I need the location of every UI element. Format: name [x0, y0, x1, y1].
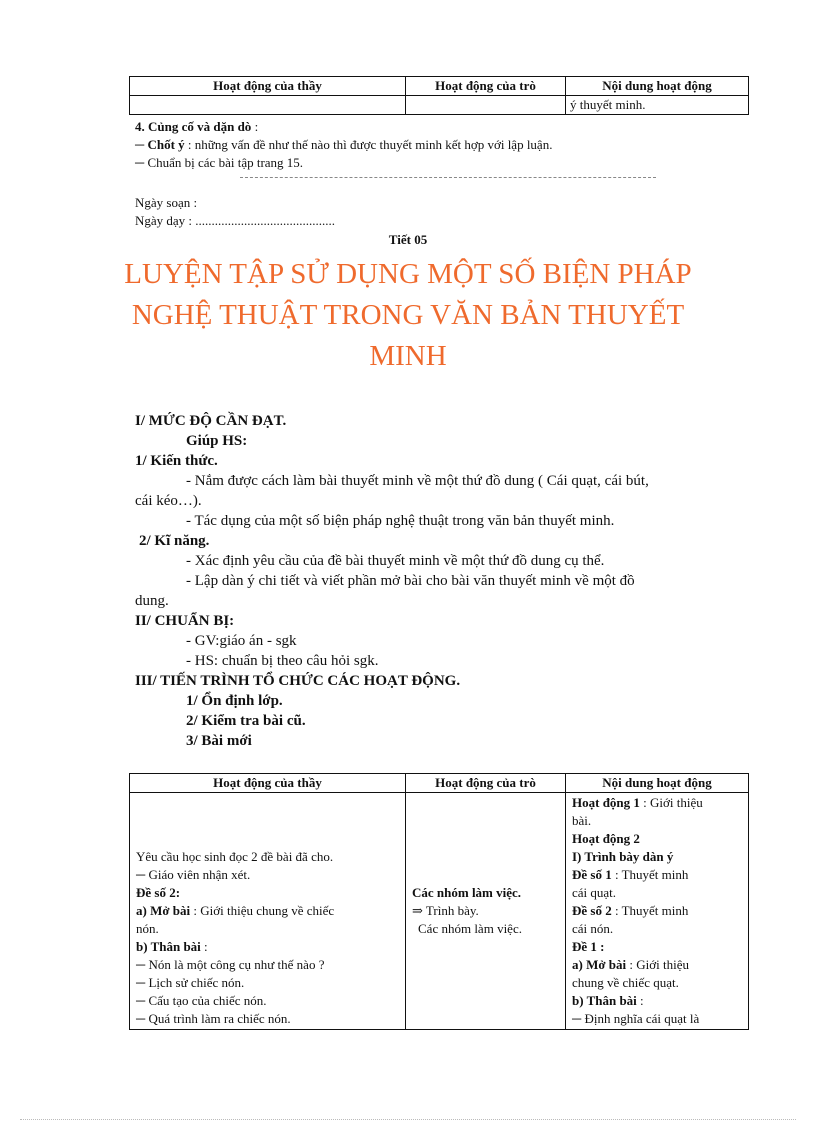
help-students: Giúp HS: — [186, 433, 248, 449]
content-cell — [566, 793, 749, 1030]
consolidation-heading: 4. Củng cố và dặn dò — [135, 119, 252, 134]
title-line-1: LUYỆN TẬP SỬ DỤNG MỘT SỐ BIỆN PHÁP — [124, 258, 692, 290]
student-activity-cell — [406, 793, 566, 1030]
lesson-body — [135, 411, 765, 751]
knowledge-item-1: - Nắm được cách làm bài thuyết minh về một thứ đồ dung ( Cái quạt, cái bút, — [186, 473, 649, 489]
date-taught: Ngày dạy : ........................................... — [135, 213, 336, 228]
content-line: Đề 1 : — [572, 939, 605, 954]
header-student-activity: Hoạt động của trò — [406, 774, 566, 793]
content-line: Hoạt động 2 — [572, 831, 640, 846]
prep-teacher: - GV:giáo án - sgk — [186, 633, 297, 649]
student-line: Các nhóm làm việc. — [418, 921, 522, 936]
teacher-line-bold: a) Mở bài — [136, 903, 191, 918]
conclusion-label: ─ Chốt ý — [135, 137, 185, 152]
header-teacher-activity: Hoạt động của thầy — [130, 77, 406, 96]
teacher-line: Đề số 2: — [136, 885, 181, 900]
teacher-line: : Giới thiệu chung về chiếc — [190, 903, 335, 918]
content-line-bold: Đề số 2 — [572, 903, 612, 918]
header-student-activity: Hoạt động của trò — [406, 77, 566, 96]
content-line: : Giới thiệu — [639, 795, 703, 810]
content-line: cái nón. — [572, 921, 614, 936]
activity-table-continued — [129, 76, 749, 115]
header-content: Nội dung hoạt động — [566, 77, 749, 96]
content-line-bold: Hoạt động 1 — [572, 795, 640, 810]
student-line: ⇒ Trình bày. — [412, 903, 479, 918]
title-line-2: NGHỆ THUẬT TRONG VĂN BẢN THUYẾT — [131, 299, 685, 331]
procedure-step-2: 2/ Kiểm tra bài cũ. — [186, 713, 306, 729]
knowledge-item-1-cont: cái kéo…). — [135, 493, 202, 509]
teacher-line: ─ Lịch sử chiếc nón. — [136, 975, 245, 990]
skills-item-2: - Lập dàn ý chi tiết và viết phần mở bài cho bài văn thuyết minh về một đồ — [186, 573, 635, 589]
section-separator — [240, 177, 656, 178]
conclusion-text: : những vấn đề như thế nào thì được thuyết minh kết hợp với lập luận. — [184, 137, 553, 152]
content-line: : — [636, 993, 644, 1008]
content-line: : Thuyết minh — [611, 867, 689, 882]
skills-item-1: - Xác định yêu cầu của đề bài thuyết minh về một thứ đồ dung cụ thể. — [186, 553, 605, 569]
teacher-line: ─ Nón là một công cụ như thế nào ? — [136, 957, 325, 972]
content-line: : Giới thiệu — [626, 957, 689, 972]
header-content: Nội dung hoạt động — [566, 774, 749, 793]
section-preparation: II/ CHUẨN BỊ: — [135, 613, 235, 629]
teacher-line: ─ Giáo viên nhận xét. — [136, 867, 251, 882]
consolidation-section — [135, 118, 755, 172]
cell-student — [406, 96, 566, 115]
date-prepared: Ngày soạn : — [135, 195, 198, 210]
cell-content: ý thuyết minh. — [566, 96, 749, 115]
knowledge-item-2: - Tác dụng của một số biện pháp nghệ thuật trong văn bản thuyết minh. — [186, 513, 615, 529]
prepare-exercises: ─ Chuẩn bị các bài tập trang 15. — [135, 155, 304, 170]
section-procedure: III/ TIẾN TRÌNH TỔ CHỨC CÁC HOẠT ĐỘNG. — [135, 673, 461, 689]
activity-table — [129, 773, 749, 1030]
student-line: Các nhóm làm việc. — [412, 885, 522, 900]
teacher-line: ─ Quá trình làm ra chiếc nón. — [136, 1011, 291, 1026]
teacher-line: ─ Cấu tạo của chiếc nón. — [136, 993, 267, 1008]
content-line: chung về chiếc quạt. — [572, 975, 679, 990]
content-line-bold: a) Mở bài — [572, 957, 627, 972]
skills-heading: 2/ Kĩ năng. — [139, 533, 210, 549]
procedure-step-3: 3/ Bài mới — [186, 733, 252, 749]
skills-item-2-cont: dung. — [135, 593, 169, 609]
teacher-activity-cell — [130, 793, 406, 1030]
title-line-3: MINH — [369, 340, 447, 372]
consolidation-heading-colon: : — [251, 119, 259, 134]
content-line-bold: Đề số 1 — [572, 867, 612, 882]
knowledge-heading: 1/ Kiến thức. — [135, 453, 218, 469]
content-line: I) Trình bày dàn ý — [572, 849, 674, 864]
section-objectives: I/ MỨC ĐỘ CẦN ĐẠT. — [135, 413, 287, 429]
content-line: ─ Định nghĩa cái quạt là — [572, 1011, 700, 1026]
teacher-line-bold: b) Thân bài — [136, 939, 201, 954]
header-teacher-activity: Hoạt động của thầy — [130, 774, 406, 793]
cell-teacher — [130, 96, 406, 115]
lesson-number: Tiết 05 — [388, 232, 428, 247]
content-line: bài. — [572, 813, 592, 828]
page-bottom-border — [20, 1119, 796, 1120]
dates-block — [135, 194, 335, 230]
prep-students: - HS: chuẩn bị theo câu hỏi sgk. — [186, 653, 379, 669]
teacher-line: nón. — [136, 921, 159, 936]
content-line: cái quạt. — [572, 885, 617, 900]
teacher-line: : — [200, 939, 208, 954]
content-line: : Thuyết minh — [611, 903, 689, 918]
procedure-step-1: 1/ Ổn định lớp. — [186, 693, 283, 709]
content-line-bold: b) Thân bài — [572, 993, 637, 1008]
lesson-title — [60, 254, 756, 377]
teacher-line: Yêu cầu học sinh đọc 2 đề bài đã cho. — [136, 849, 334, 864]
